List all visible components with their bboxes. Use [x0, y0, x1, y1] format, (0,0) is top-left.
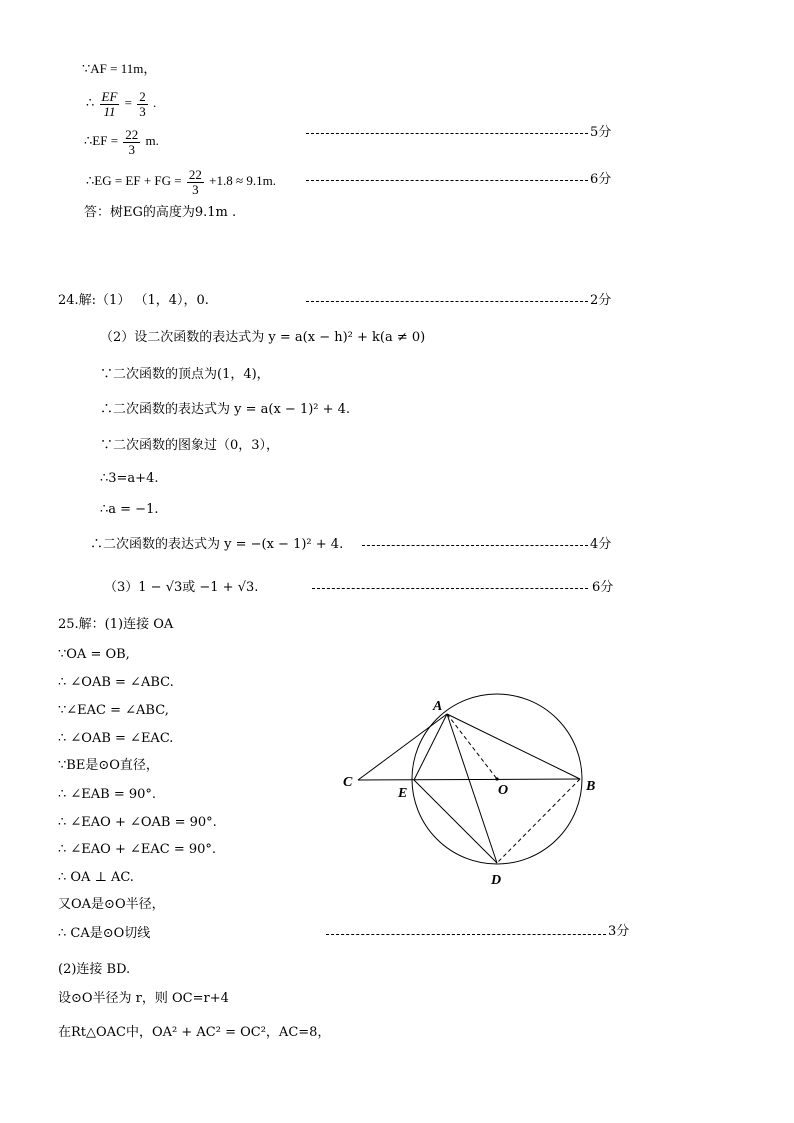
numerator: EF — [101, 88, 118, 104]
denominator: 11 — [103, 103, 116, 119]
expression-prefix: ∴EF = — [84, 133, 119, 148]
equals-sign: = — [124, 95, 133, 110]
q25-step: ∴ ∠OAB = ∠EAC. — [58, 731, 174, 746]
fraction-ef-over-11 — [100, 90, 120, 119]
q25-step: ∵∠EAC = ∠ABC, — [58, 703, 169, 718]
line-ef-value — [84, 124, 159, 158]
segment-ao-dashed — [447, 714, 497, 779]
segment-ca — [358, 714, 447, 780]
score-label: 3分 — [608, 924, 630, 939]
label-b: B — [586, 779, 596, 794]
expression-prefix: ∴EG = EF + FG = — [86, 173, 182, 188]
q24-passes-point: ∵二次函数的图象过（0，3）， — [100, 438, 280, 453]
period: . — [153, 95, 157, 110]
q25-step: ∴ ∠EAO + ∠EAC = 90°. — [58, 842, 217, 857]
segment-bd-dashed — [497, 779, 580, 863]
q25-step: ∴ ∠EAO + ∠OAB = 90°. — [58, 815, 217, 830]
denominator: 3 — [139, 103, 146, 119]
q25-step: ∴ ∠OAB = ∠ABC. — [58, 675, 174, 690]
q25-part2-step: 在Rt△OAC中，OA² + AC² = OC²，AC=8， — [58, 1025, 331, 1040]
numerator: 2 — [139, 88, 146, 104]
q25-step: ∴ CA是⊙O切线 — [58, 926, 151, 941]
score-leader-dashes — [326, 934, 606, 935]
line-af: ∵AF = 11m， — [82, 61, 157, 76]
segment-ae — [414, 714, 447, 780]
q25-part2-step: 设⊙O半径为 r，则 OC=r+4 — [58, 991, 229, 1006]
score-leader-dashes — [306, 133, 588, 134]
score-label: 6分 — [590, 172, 612, 187]
q25-step: ∴ ∠EAB = 90°. — [58, 787, 157, 802]
q25-step: ∵BE是⊙O直径， — [58, 758, 159, 773]
q25-intro: 25.解：(1)连接 OA — [58, 617, 174, 632]
q25-step: 又OA是⊙O半径， — [58, 897, 165, 912]
expression-suffix: +1.8 ≈ 9.1m. — [209, 173, 276, 188]
q25-step: ∴ OA ⊥ AC. — [58, 870, 134, 885]
denominator: 3 — [192, 181, 199, 197]
unit: m. — [145, 133, 159, 148]
fraction-2-over-3 — [137, 90, 148, 119]
label-e: E — [398, 786, 408, 801]
label-d: D — [491, 873, 502, 888]
q24-solve-a: ∴a = −1. — [100, 502, 159, 517]
score-label: 2分 — [590, 293, 612, 308]
label-c: C — [343, 775, 353, 790]
q24-part3: （3）1 − √3或 −1 + √3. — [104, 580, 259, 595]
score-label: 4分 — [590, 537, 612, 552]
q24-part2-intro: （2）设二次函数的表达式为 y = a(x − h)² + k(a ≠ 0) — [100, 330, 426, 345]
fraction-22-over-3 — [123, 128, 140, 157]
score-leader-dashes — [312, 588, 588, 589]
segment-ad — [447, 714, 497, 863]
q24-part1: 24.解:（1） （1，4），0. — [58, 293, 209, 308]
fraction-22-over-3 — [187, 168, 204, 197]
q24-result: ∴二次函数的表达式为 y = −(x − 1)² + 4. — [90, 537, 344, 552]
numerator: 22 — [188, 166, 202, 182]
q25-part2-intro: (2)连接 BD. — [58, 962, 131, 977]
q24-substitute: ∴3=a+4. — [100, 471, 159, 486]
segment-ab — [447, 714, 580, 779]
q25-step: ∵OA = OB, — [58, 647, 130, 662]
label-a: A — [433, 699, 443, 714]
score-leader-dashes — [306, 180, 588, 181]
score-label: 5分 — [590, 125, 612, 140]
line-eg-value — [86, 164, 276, 198]
score-label: 6分 — [592, 580, 614, 595]
therefore-symbol: ∴ — [86, 95, 95, 110]
answer-line: 答：树EG的高度为9.1m . — [84, 205, 237, 220]
q24-vertex: ∵二次函数的顶点为(1，4)， — [100, 367, 270, 382]
score-leader-dashes — [362, 545, 588, 546]
circle-tangent-figure — [330, 690, 620, 890]
line-ef-ratio — [86, 86, 156, 120]
label-o: O — [498, 783, 509, 798]
segment-ed — [414, 780, 497, 863]
center-dot — [495, 777, 498, 780]
denominator: 3 — [128, 141, 136, 157]
q24-vertex-form: ∴二次函数的表达式为 y = a(x − 1)² + 4. — [100, 402, 351, 417]
score-leader-dashes — [306, 301, 588, 302]
numerator: 22 — [125, 126, 139, 142]
